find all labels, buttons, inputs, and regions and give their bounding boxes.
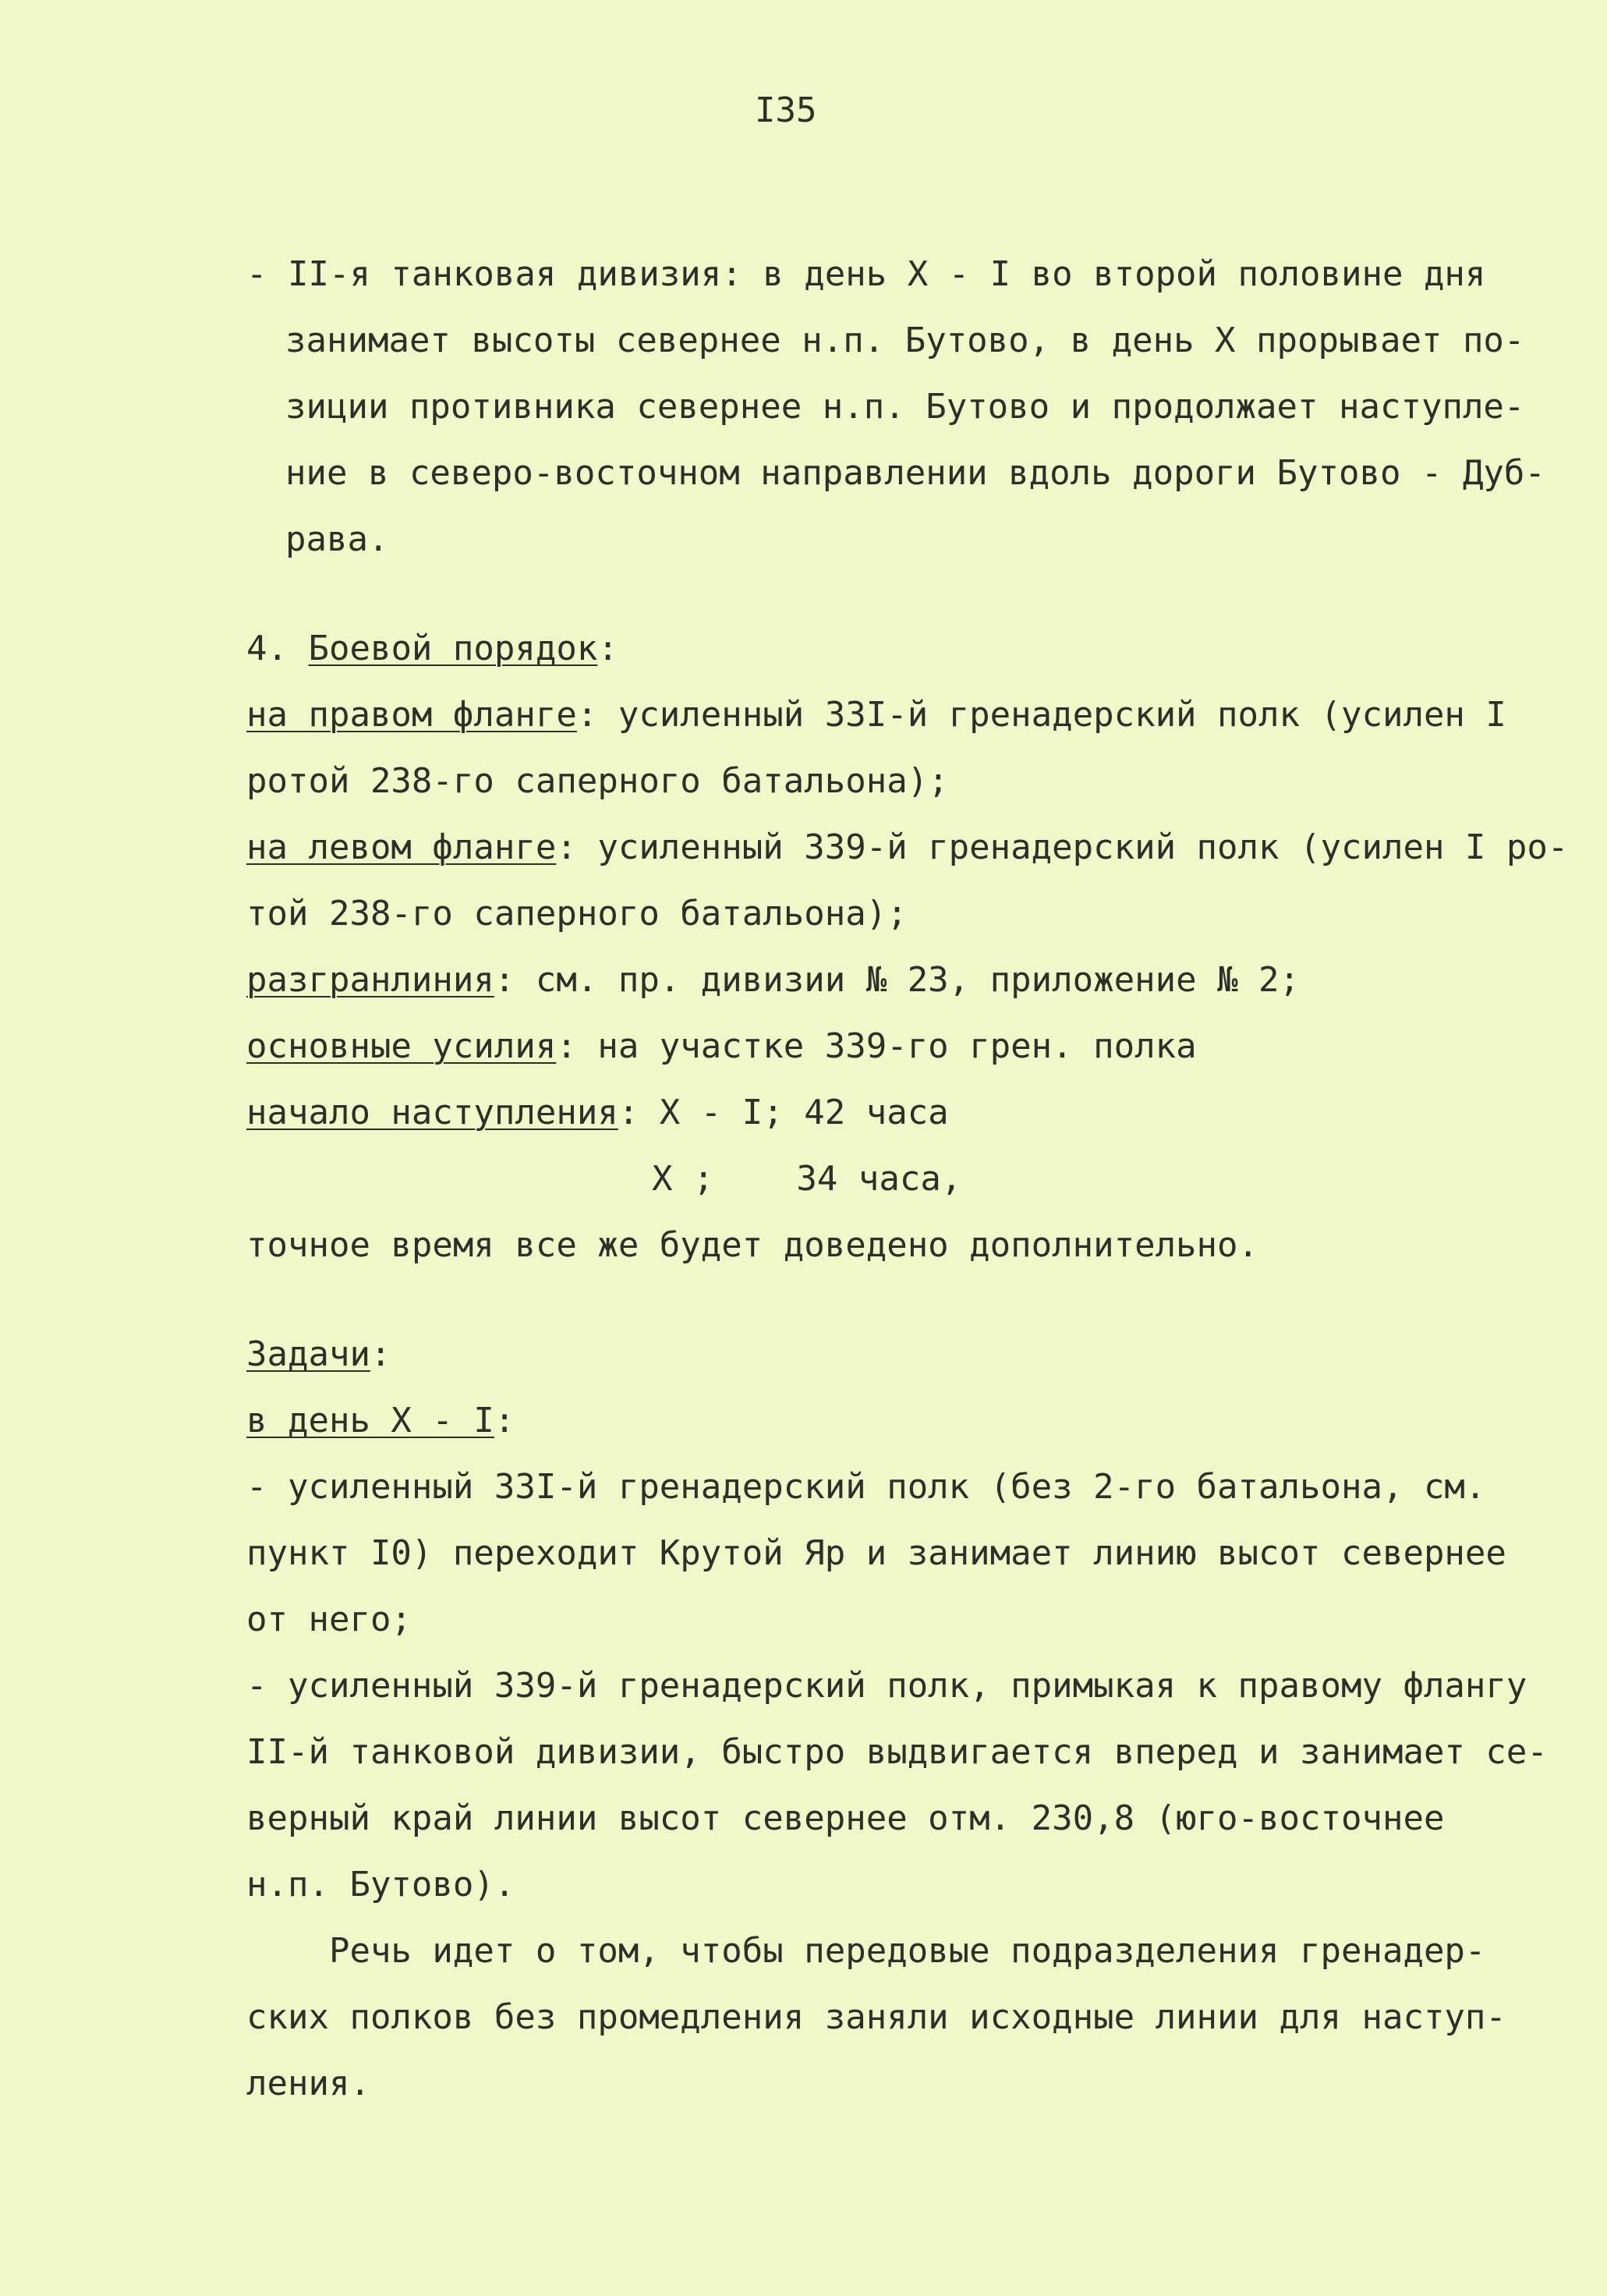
text-line: рава.: [285, 519, 389, 559]
main-effort-label: основные усилия: [246, 1026, 557, 1066]
attack-start-label: начало наступления: [246, 1093, 618, 1132]
right-flank-label: на правом фланге: [246, 695, 577, 735]
main-effort-line: [246, 1014, 1197, 1079]
text-line: ние в северо-восточном направлении вдоль дороги Бутово - Дуб-: [285, 453, 1545, 493]
task-line: верный край линии высот севернее отм. 230,8 (юго-восточнее: [246, 1798, 1445, 1838]
attack-start-text: : Х - I; 42 часа: [618, 1093, 949, 1132]
tasks-heading: [246, 1322, 391, 1387]
text-line: - II-я танковая дивизия: в день Х - I во второй половине дня: [246, 254, 1486, 294]
attack-start-line: [246, 1080, 949, 1145]
boundary-line: [246, 948, 1300, 1012]
task-line: Речь идет о том, чтобы передовые подразделения гренадер-: [246, 1931, 1486, 1971]
left-flank-text: : усиленный 339-й гренадерский полк (усилен I ро-: [556, 827, 1569, 867]
task-line: н.п. Бутово).: [246, 1865, 515, 1904]
task-line: - усиленный 33I-й гренадерский полк (без 2-го батальона, см.: [246, 1467, 1486, 1507]
task-line: II-й танковой дивизии, быстро выдвигается вперед и занимает се-: [246, 1732, 1548, 1772]
left-flank-label: на левом фланге: [246, 827, 557, 867]
tasks-title: Задачи: [246, 1334, 370, 1374]
left-flank-continuation: той 238-го саперного батальона);: [246, 894, 908, 934]
right-flank-text: : усиленный 33I-й гренадерский полк (усилен I: [576, 695, 1506, 735]
right-flank-continuation: ротой 238-го саперного батальона);: [246, 761, 949, 801]
task-line: - усиленный 339-й гренадерский полк, примыкая к правому флангу: [246, 1666, 1527, 1706]
section-number: 4.: [246, 629, 309, 668]
colon: :: [597, 629, 618, 668]
section-heading: [246, 616, 618, 681]
colon: :: [494, 1401, 515, 1440]
attack-start-line-2: Х ; 34 часа,: [652, 1159, 962, 1199]
colon: :: [370, 1334, 391, 1374]
task-line: пункт I0) переходит Крутой Яр и занимает линию высот севернее: [246, 1533, 1506, 1573]
task-line: от него;: [246, 1600, 412, 1639]
text-line: зиции противника севернее н.п. Бутово и продолжает наступле-: [285, 387, 1525, 427]
section-title: Боевой порядок: [308, 629, 598, 668]
exact-time-line: точное время все же будет доведено дополнительно.: [246, 1225, 1259, 1265]
task-line: ления.: [246, 2064, 370, 2103]
boundary-text: : см. пр. дивизии № 23, приложение № 2;: [494, 960, 1301, 1000]
left-flank-line: [246, 815, 1568, 880]
day-heading: [246, 1388, 515, 1453]
task-line: ских полков без промедления заняли исходные линии для наступ-: [246, 1997, 1506, 2037]
page-number: I35: [755, 90, 817, 130]
right-flank-line: [246, 682, 1506, 747]
text-line: занимает высоты севернее н.п. Бутово, в день Х прорывает по-: [285, 321, 1525, 360]
boundary-label: разгранлиния: [246, 960, 494, 1000]
day-label: в день Х - I: [246, 1401, 494, 1440]
main-effort-text: : на участке 339-го грен. полка: [556, 1026, 1197, 1066]
